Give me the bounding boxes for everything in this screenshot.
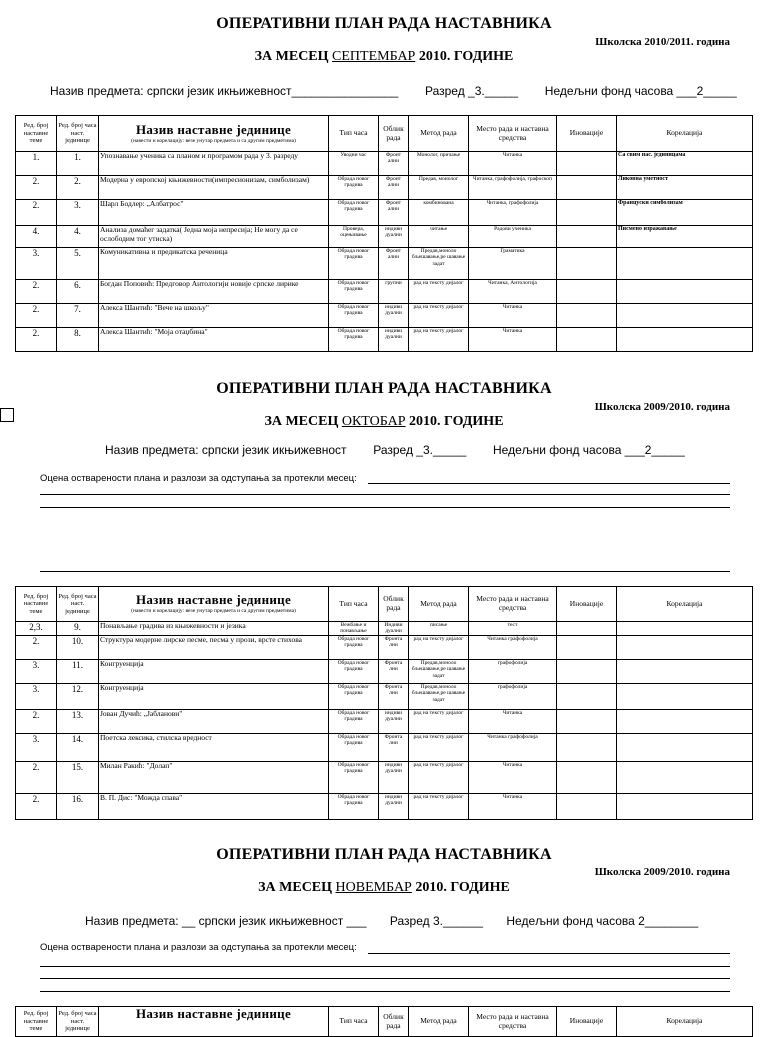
lesson-number-cell: 16. — [57, 794, 99, 820]
lesson-type-cell: Обрада новог градива — [329, 328, 379, 352]
page-title: ОПЕРАТИВНИ ПЛАН РАДА НАСТАВНИКА — [216, 380, 552, 397]
method-cell: комбинована — [409, 200, 469, 226]
table-row — [16, 226, 753, 248]
header-topic-no: Ред. број наставне теме — [16, 587, 57, 622]
correlation-cell: Ликовна уметност — [617, 176, 753, 200]
note-line — [40, 966, 730, 967]
table-row — [16, 176, 753, 200]
place-tools-cell: Читанка, Антологија — [469, 280, 557, 304]
method-cell: Предав,моноло бљешавање,ре шавање задат — [409, 248, 469, 280]
work-form-cell: Индиви дуални — [379, 622, 409, 636]
lesson-type-cell: Обрада новог градива — [329, 280, 379, 304]
method-cell: Предав, монолог — [409, 176, 469, 200]
table-row — [16, 794, 753, 820]
topic-number-cell: 3. — [16, 660, 57, 684]
lesson-type-cell: Обрада новог градива — [329, 762, 379, 794]
lesson-number-cell: 2. — [57, 176, 99, 200]
topic-number-cell: 4. — [16, 226, 57, 248]
work-form-cell: Фронт ални — [379, 176, 409, 200]
work-form-cell: Фронта лни — [379, 636, 409, 660]
topic-number-cell: 2. — [16, 762, 57, 794]
month-prefix: ЗА МЕСЕЦ — [254, 49, 329, 64]
note-line — [40, 494, 730, 495]
table-row — [16, 304, 753, 328]
place-tools-cell: Читанка графофолија — [469, 636, 557, 660]
unit-name-cell: Структура модерне лирске песме, песма у прози, врсте стихова — [99, 636, 329, 660]
month-prefix: ЗА МЕСЕЦ — [264, 414, 339, 429]
place-tools-cell: Читанка — [469, 762, 557, 794]
unit-name-cell: Јован Дучић: „Јабланови" — [99, 710, 329, 734]
method-cell: Монолог, причање — [409, 152, 469, 176]
lesson-number-cell: 3. — [57, 200, 99, 226]
place-tools-cell: Читанка — [469, 710, 557, 734]
place-tools-cell: Читанка — [469, 304, 557, 328]
header-lesson-no: Ред. број часа наст. јединице — [57, 116, 99, 152]
lesson-number-cell: 5. — [57, 248, 99, 280]
work-form-cell: индиви дуални — [379, 304, 409, 328]
topic-number-cell: 2. — [16, 794, 57, 820]
month-suffix: 2010. ГОДИНЕ — [418, 49, 514, 64]
unit-name-cell: Богдан Поповић: Предговор Антологији новије српске лирике — [99, 280, 329, 304]
lesson-number-cell: 14. — [57, 734, 99, 762]
plan-table — [15, 1006, 753, 1037]
month-name: НОВЕМБАР — [335, 880, 412, 895]
topic-number-cell: 3. — [16, 734, 57, 762]
work-form-cell: индиви дуални — [379, 710, 409, 734]
lesson-type-cell: Обрада новог градива — [329, 200, 379, 226]
correlation-cell — [617, 304, 753, 328]
unit-name-cell: Модерна у европској књижевности(импресионизам, симболизам) — [99, 176, 329, 200]
correlation-cell — [617, 684, 753, 710]
method-cell: писање — [409, 622, 469, 636]
page-title: ОПЕРАТИВНИ ПЛАН РАДА НАСТАВНИКА — [216, 15, 552, 32]
work-form-cell: Фронт ални — [379, 152, 409, 176]
work-form-cell: индиви дуални — [379, 328, 409, 352]
innovations-cell — [557, 226, 617, 248]
topic-number-cell: 2. — [16, 176, 57, 200]
place-tools-cell: Читанка графофолија — [469, 734, 557, 762]
table-row — [16, 734, 753, 762]
header-place-tools: Место рада и наставна средства — [469, 116, 557, 152]
innovations-cell — [557, 710, 617, 734]
header-lesson-no: Ред. број часа наст. јединице — [57, 1007, 99, 1037]
work-form-cell: индиви дуални — [379, 794, 409, 820]
lesson-number-cell: 7. — [57, 304, 99, 328]
topic-number-cell: 3. — [16, 684, 57, 710]
place-tools-cell: графофолија — [469, 684, 557, 710]
topic-number-cell: 2. — [16, 304, 57, 328]
method-cell: рад на тексту дијалог — [409, 636, 469, 660]
method-cell: рад на тексту дијалог — [409, 710, 469, 734]
evaluation-note: Оцена остварености плана и разлози за одступања за протекли месец: — [40, 473, 357, 484]
month-name: ОКТОБАР — [341, 414, 406, 429]
plan-table — [15, 586, 753, 820]
lesson-number-cell: 8. — [57, 328, 99, 352]
lesson-number-cell: 4. — [57, 226, 99, 248]
correlation-cell — [617, 734, 753, 762]
unit-name-cell: Шарл Бодлер: „Албатрос" — [99, 200, 329, 226]
lesson-type-cell: Обрада новог градива — [329, 660, 379, 684]
work-form-cell: Фронт ални — [379, 248, 409, 280]
month-suffix: 2010. ГОДИНЕ — [409, 414, 504, 429]
innovations-cell — [557, 660, 617, 684]
lesson-type-cell: Обрада новог градива — [329, 248, 379, 280]
correlation-cell: Са свим нас. јединицама — [617, 152, 753, 176]
lesson-number-cell: 6. — [57, 280, 99, 304]
topic-number-cell: 2,3. — [16, 622, 57, 636]
lesson-type-cell: Обрада новог градива — [329, 304, 379, 328]
header-lesson-type: Тип часа — [329, 587, 379, 622]
unit-name-cell: Понављање градива из књижевности и језика — [99, 622, 329, 636]
innovations-cell — [557, 176, 617, 200]
header-place-tools: Место рада и наставна средства — [469, 587, 557, 622]
lesson-number-cell: 12. — [57, 684, 99, 710]
work-form-cell: Фронта лни — [379, 660, 409, 684]
lesson-type-cell: Обрада новог градива — [329, 636, 379, 660]
lesson-type-cell: Уводни час — [329, 152, 379, 176]
method-cell: рад на тексту дијалог — [409, 328, 469, 352]
unit-name-cell: Конгруенција — [99, 660, 329, 684]
unit-name-cell: Алекса Шантић: "Вече на шкољу" — [99, 304, 329, 328]
lesson-type-cell: Обрада новог градива — [329, 684, 379, 710]
innovations-cell — [557, 762, 617, 794]
place-tools-cell: Читанка — [469, 328, 557, 352]
header-correlation: Корелација — [617, 1007, 753, 1037]
table-row — [16, 762, 753, 794]
table-row — [16, 710, 753, 734]
correlation-cell — [617, 660, 753, 684]
place-tools-cell: Граматика — [469, 248, 557, 280]
unit-name-cell: Алекса Шантић: "Моја отаџбина" — [99, 328, 329, 352]
topic-number-cell: 2. — [16, 328, 57, 352]
innovations-cell — [557, 622, 617, 636]
method-cell: рад на тексту дијалог — [409, 734, 469, 762]
correlation-cell — [617, 622, 753, 636]
lesson-type-cell: Обрада новог градива — [329, 176, 379, 200]
lesson-type-cell: Обрада новог градива — [329, 794, 379, 820]
month-prefix: ЗА МЕСЕЦ — [258, 880, 333, 895]
month-heading — [0, 49, 768, 65]
work-form-cell: Фронта лни — [379, 734, 409, 762]
unit-name-cell: Упознавање ученика са планом и програмом рада у 3. разреду — [99, 152, 329, 176]
topic-number-cell: 2. — [16, 710, 57, 734]
header-work-form: Облик рада — [379, 116, 409, 152]
header-correlation: Корелација — [617, 587, 753, 622]
lesson-type-cell: Вежбање и понављање — [329, 622, 379, 636]
table-row — [16, 200, 753, 226]
topic-number-cell: 2. — [16, 200, 57, 226]
header-innovations: Иновације — [557, 1007, 617, 1037]
header-correlation: Корелација — [617, 116, 753, 152]
table-row — [16, 684, 753, 710]
topic-number-cell: 2. — [16, 636, 57, 660]
lesson-number-cell: 10. — [57, 636, 99, 660]
page-title: ОПЕРАТИВНИ ПЛАН РАДА НАСТАВНИКА — [216, 846, 552, 863]
work-form-cell: Фронта лни — [379, 684, 409, 710]
method-cell: Предав,моноло бљешавање,ре шавање задат — [409, 684, 469, 710]
note-line — [40, 507, 730, 508]
note-line — [368, 483, 730, 484]
correlation-cell — [617, 280, 753, 304]
lesson-type-cell: Обрада новог градива — [329, 734, 379, 762]
header-method: Метод рада — [409, 587, 469, 622]
innovations-cell — [557, 794, 617, 820]
note-line — [40, 571, 730, 572]
method-cell: рад на тексту дијалог — [409, 794, 469, 820]
lesson-number-cell: 15. — [57, 762, 99, 794]
topic-number-cell: 3. — [16, 248, 57, 280]
place-tools-cell: Читанка — [469, 794, 557, 820]
correlation-cell — [617, 762, 753, 794]
header-innovations: Иновације — [557, 116, 617, 152]
header-method: Метод рада — [409, 1007, 469, 1037]
header-work-form: Облик рада — [379, 587, 409, 622]
correlation-cell: Француски симболизам — [617, 200, 753, 226]
method-cell: рад на тексту дијалог — [409, 762, 469, 794]
innovations-cell — [557, 200, 617, 226]
month-heading — [0, 414, 768, 430]
header-lesson-no: Ред. број часа наст. јединице — [57, 587, 99, 622]
month-suffix: 2010. ГОДИНЕ — [415, 880, 510, 895]
table-row — [16, 622, 753, 636]
correlation-cell — [617, 248, 753, 280]
school-year: Школска 2010/2011. година — [595, 36, 730, 48]
header-unit-name: Назив наставне јединице (навести и корелацију: везе унутар предмета и са другим предметима) — [99, 587, 329, 622]
plan-table — [15, 115, 753, 352]
innovations-cell — [557, 304, 617, 328]
place-tools-cell: Читанка — [469, 152, 557, 176]
school-year: Школска 2009/2010. година — [594, 866, 730, 878]
header-unit-name: Назив наставне јединице (навести и корелацију: везе унутар предмета и са другим предметима) — [99, 116, 329, 152]
month-heading — [0, 880, 768, 896]
place-tools-cell: Читанка, графофолија, графоскоп — [469, 176, 557, 200]
month-name: СЕПТЕМБАР — [332, 49, 416, 64]
subject-info: Назив предмета: __ српски језик икњижевност ___ Разред 3.______ Недељни фонд часова 2________ — [85, 914, 699, 928]
method-cell: рад на тексту дијалог — [409, 304, 469, 328]
topic-number-cell: 2. — [16, 280, 57, 304]
method-cell: рад на тексту дијалог — [409, 280, 469, 304]
table-row — [16, 636, 753, 660]
place-tools-cell: графофолија — [469, 660, 557, 684]
school-year: Школска 2009/2010. година — [594, 401, 730, 413]
innovations-cell — [557, 636, 617, 660]
note-line — [368, 953, 730, 954]
correlation-cell — [617, 710, 753, 734]
work-form-cell: индиви дуални — [379, 226, 409, 248]
unit-name-cell: В. П. Дис: "Можда спава" — [99, 794, 329, 820]
work-form-cell: Фронт ални — [379, 200, 409, 226]
lesson-number-cell: 9. — [57, 622, 99, 636]
header-lesson-type: Тип часа — [329, 116, 379, 152]
unit-name-cell: Анализа домаћег задатка( Једна моја непресија; Не могу да се ослободим тог утиска) — [99, 226, 329, 248]
place-tools-cell: Радови ученика — [469, 226, 557, 248]
place-tools-cell: Читанка, графофолија — [469, 200, 557, 226]
header-lesson-type: Тип часа — [329, 1007, 379, 1037]
work-form-cell: индиви дуални — [379, 762, 409, 794]
subject-info: Назив предмета: српски језик икњижевност Разред _3._____ Недељни фонд часова ___2_____ — [105, 443, 685, 457]
correlation-cell — [617, 636, 753, 660]
lesson-number-cell: 11. — [57, 660, 99, 684]
innovations-cell — [557, 152, 617, 176]
note-line — [40, 978, 730, 979]
correlation-cell — [617, 328, 753, 352]
lesson-number-cell: 1. — [57, 152, 99, 176]
header-topic-no: Ред. број наставне теме — [16, 1007, 57, 1037]
unit-name-cell: Комуникативна и предикатска реченица — [99, 248, 329, 280]
unit-name-cell: Поетска лексика, стилска вредност — [99, 734, 329, 762]
table-row — [16, 660, 753, 684]
table-row — [16, 248, 753, 280]
innovations-cell — [557, 734, 617, 762]
subject-info: Назив предмета: српски језик икњижевност________________ Разред _3._____ Недељни фонд часова ___2_____ — [50, 84, 737, 98]
method-cell: Предав,моноло бљешавање,ре шавање задат — [409, 660, 469, 684]
table-row — [16, 328, 753, 352]
header-work-form: Облик рада — [379, 1007, 409, 1037]
place-tools-cell: тест — [469, 622, 557, 636]
lesson-type-cell: Провера, оцењивање — [329, 226, 379, 248]
table-row — [16, 280, 753, 304]
header-innovations: Иновације — [557, 587, 617, 622]
correlation-cell — [617, 794, 753, 820]
unit-name-cell: Милан Ракић: "Долап" — [99, 762, 329, 794]
innovations-cell — [557, 248, 617, 280]
method-cell: читање — [409, 226, 469, 248]
note-line — [40, 991, 730, 992]
header-place-tools: Место рада и наставна средства — [469, 1007, 557, 1037]
work-form-cell: групни — [379, 280, 409, 304]
header-method: Метод рада — [409, 116, 469, 152]
header-topic-no: Ред. број наставне теме — [16, 116, 57, 152]
lesson-type-cell: Обрада новог градива — [329, 710, 379, 734]
innovations-cell — [557, 280, 617, 304]
correlation-cell: Писмено изражавање — [617, 226, 753, 248]
header-unit-name: Назив наставне јединице — [99, 1007, 329, 1037]
innovations-cell — [557, 328, 617, 352]
topic-number-cell: 1. — [16, 152, 57, 176]
lesson-number-cell: 13. — [57, 710, 99, 734]
innovations-cell — [557, 684, 617, 710]
unit-name-cell: Конгруенција — [99, 684, 329, 710]
table-row — [16, 152, 753, 176]
evaluation-note: Оцена остварености плана и разлози за одступања за протекли месец: — [40, 942, 357, 953]
